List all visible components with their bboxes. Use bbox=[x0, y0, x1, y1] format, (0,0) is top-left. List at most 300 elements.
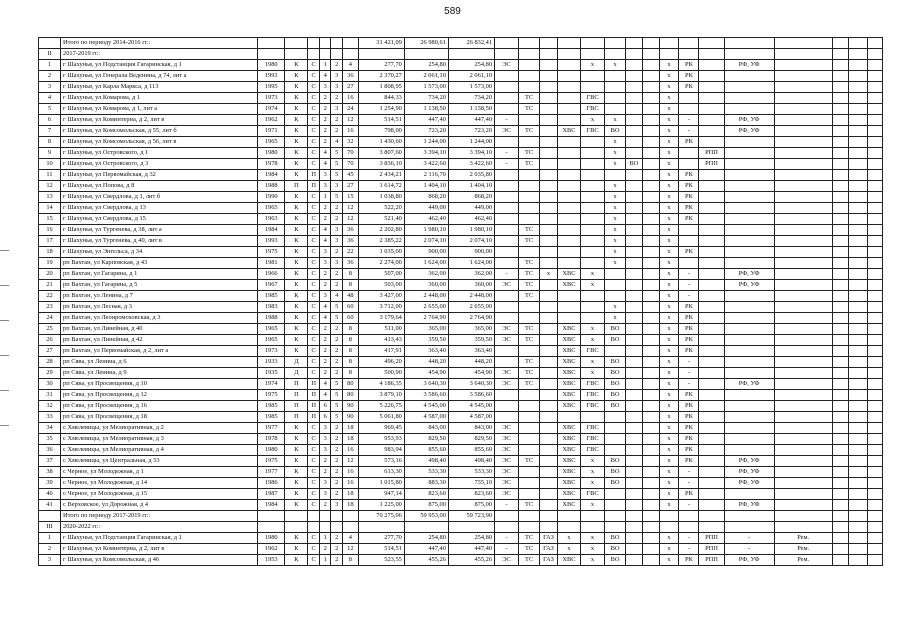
wall-material-cell: К bbox=[285, 434, 308, 445]
wall-material-cell bbox=[285, 38, 308, 49]
work-cell: - bbox=[724, 544, 774, 555]
table-row bbox=[39, 357, 883, 368]
row-number: 1 bbox=[39, 533, 61, 544]
floors-cell: 4 bbox=[319, 379, 331, 390]
total-area-cell: 3 179,64 bbox=[358, 313, 404, 324]
wall-material-cell: Д bbox=[285, 368, 308, 379]
address-cell: с Хмелевицы, ул Мелиоративная, д 4 bbox=[61, 445, 258, 456]
work-cell bbox=[519, 467, 540, 478]
total-area-cell: 522,20 bbox=[358, 203, 404, 214]
work-cell bbox=[774, 456, 832, 467]
work-cell bbox=[626, 302, 643, 313]
table-row bbox=[39, 126, 883, 137]
entrances-cell: 2 bbox=[331, 280, 343, 291]
work-cell bbox=[642, 434, 659, 445]
work-cell bbox=[832, 379, 849, 390]
apartments-cell: 12 bbox=[343, 115, 359, 126]
apartments-cell: 80 bbox=[343, 379, 359, 390]
work-cell bbox=[642, 412, 659, 423]
total-area-cell: 523,55 bbox=[358, 555, 404, 566]
work-cell: РК bbox=[679, 137, 699, 148]
work-cell: РК bbox=[679, 489, 699, 500]
work-cell bbox=[626, 192, 643, 203]
work-cell bbox=[605, 423, 626, 434]
apartments-cell: 8 bbox=[343, 280, 359, 291]
work-cell bbox=[849, 38, 868, 49]
apartments-cell: 12 bbox=[343, 203, 359, 214]
work-cell bbox=[519, 82, 540, 93]
wall-material-cell: К bbox=[285, 544, 308, 555]
work-cell bbox=[868, 368, 883, 379]
work-cell: ГВС bbox=[580, 445, 604, 456]
work-cell bbox=[626, 445, 643, 456]
work-cell bbox=[724, 236, 774, 247]
work-cell bbox=[642, 335, 659, 346]
work-cell bbox=[849, 313, 868, 324]
floors-cell: 4 bbox=[319, 148, 331, 159]
entrances-cell: 2 bbox=[331, 456, 343, 467]
work-cell bbox=[699, 225, 724, 236]
work-cell bbox=[679, 522, 699, 533]
work-cell bbox=[580, 203, 604, 214]
year-cell: 1965 bbox=[258, 203, 285, 214]
table-row bbox=[39, 401, 883, 412]
work-cell bbox=[642, 357, 659, 368]
work-cell bbox=[495, 313, 519, 324]
work-cell bbox=[832, 500, 849, 511]
work-cell bbox=[557, 522, 580, 533]
work-cell bbox=[519, 181, 540, 192]
wall-material-cell: К bbox=[285, 170, 308, 181]
work-cell: ЭС bbox=[495, 60, 519, 71]
table-row bbox=[39, 82, 883, 93]
area-a-cell: 454,90 bbox=[404, 368, 448, 379]
work-cell: ТС bbox=[519, 236, 540, 247]
work-cell bbox=[832, 445, 849, 456]
work-cell: ЭС bbox=[495, 467, 519, 478]
work-cell: ЭС bbox=[495, 368, 519, 379]
work-cell bbox=[519, 192, 540, 203]
work-cell: х bbox=[659, 390, 679, 401]
apartments-cell: 8 bbox=[343, 269, 359, 280]
work-cell: РФ, УФ bbox=[724, 500, 774, 511]
work-cell: ВО bbox=[605, 126, 626, 137]
work-cell bbox=[626, 93, 643, 104]
work-cell bbox=[868, 126, 883, 137]
work-cell: ГВС bbox=[580, 434, 604, 445]
type-cell: С bbox=[308, 137, 320, 148]
apartments-cell: 18 bbox=[343, 434, 359, 445]
work-cell: - bbox=[495, 269, 519, 280]
wall-material-cell bbox=[285, 522, 308, 533]
work-cell bbox=[832, 423, 849, 434]
address-cell: г Шахунья, ул Островского, д 1 bbox=[61, 148, 258, 159]
wall-material-cell: К bbox=[285, 115, 308, 126]
work-cell: ТС bbox=[519, 533, 540, 544]
area-a-cell: 533,30 bbox=[404, 467, 448, 478]
work-cell bbox=[849, 49, 868, 60]
work-cell bbox=[540, 324, 558, 335]
address-cell: рп Сява, ул Просвещения, д 16 bbox=[61, 401, 258, 412]
wall-material-cell: К bbox=[285, 214, 308, 225]
work-cell bbox=[774, 357, 832, 368]
entrances-cell bbox=[331, 522, 343, 533]
work-cell bbox=[832, 280, 849, 291]
work-cell bbox=[699, 346, 724, 357]
table-row bbox=[39, 390, 883, 401]
area-b-cell: 1 980,10 bbox=[448, 225, 494, 236]
apartments-cell: 8 bbox=[343, 555, 359, 566]
type-cell: П bbox=[308, 379, 320, 390]
entrances-cell: 2 bbox=[331, 346, 343, 357]
year-cell: 1984 bbox=[258, 170, 285, 181]
area-b-cell: 1 573,00 bbox=[448, 82, 494, 93]
table-row bbox=[39, 269, 883, 280]
work-cell bbox=[699, 313, 724, 324]
work-cell bbox=[849, 104, 868, 115]
work-cell bbox=[642, 478, 659, 489]
address-cell: рп Вахтан, ул Ленина, д 7 bbox=[61, 291, 258, 302]
work-cell bbox=[540, 137, 558, 148]
work-cell bbox=[540, 445, 558, 456]
work-cell bbox=[626, 60, 643, 71]
area-a-cell: 362,00 bbox=[404, 269, 448, 280]
work-cell bbox=[868, 291, 883, 302]
floors-cell: 2 bbox=[319, 456, 331, 467]
type-cell: С bbox=[308, 247, 320, 258]
work-cell: РФ, УФ bbox=[724, 126, 774, 137]
work-cell bbox=[868, 170, 883, 181]
work-cell: РФ, УФ bbox=[724, 555, 774, 566]
wall-material-cell: К bbox=[285, 159, 308, 170]
area-b-cell: 254,80 bbox=[448, 60, 494, 71]
area-b-cell: 26 832,41 bbox=[448, 38, 494, 49]
work-cell bbox=[495, 225, 519, 236]
address-cell: Итого по периоду 2014-2016 гг.: bbox=[61, 38, 258, 49]
year-cell: 1993 bbox=[258, 236, 285, 247]
wall-material-cell: К bbox=[285, 269, 308, 280]
wall-material-cell: П bbox=[285, 379, 308, 390]
work-cell bbox=[832, 192, 849, 203]
type-cell: С bbox=[308, 192, 320, 203]
work-cell bbox=[849, 137, 868, 148]
work-cell bbox=[626, 126, 643, 137]
work-cell: ХВС bbox=[557, 269, 580, 280]
address-cell: рп Вахтан, ул Лесная, д 3 bbox=[61, 302, 258, 313]
work-cell: х bbox=[659, 478, 679, 489]
work-cell bbox=[495, 71, 519, 82]
area-a-cell: 2 116,70 bbox=[404, 170, 448, 181]
work-cell bbox=[774, 280, 832, 291]
floors-cell: 2 bbox=[319, 104, 331, 115]
work-cell bbox=[724, 357, 774, 368]
work-cell bbox=[642, 214, 659, 225]
address-cell: г Шахунья, ул Свердлова, д 1, лит б bbox=[61, 192, 258, 203]
year-cell: 1980 bbox=[258, 533, 285, 544]
floors-cell: 2 bbox=[319, 368, 331, 379]
entrances-cell: 2 bbox=[331, 203, 343, 214]
work-cell bbox=[868, 533, 883, 544]
work-cell bbox=[557, 214, 580, 225]
work-cell: х bbox=[659, 192, 679, 203]
work-cell bbox=[540, 258, 558, 269]
work-cell bbox=[868, 379, 883, 390]
area-a-cell: 360,00 bbox=[404, 280, 448, 291]
work-cell bbox=[849, 126, 868, 137]
work-cell bbox=[642, 302, 659, 313]
work-cell bbox=[519, 390, 540, 401]
work-cell bbox=[626, 115, 643, 126]
work-cell bbox=[580, 159, 604, 170]
work-cell: х bbox=[659, 423, 679, 434]
work-cell bbox=[832, 489, 849, 500]
work-cell: Рем. bbox=[774, 555, 832, 566]
row-number: 30 bbox=[39, 379, 61, 390]
work-cell: - bbox=[679, 115, 699, 126]
wall-material-cell: К bbox=[285, 137, 308, 148]
work-cell bbox=[519, 38, 540, 49]
work-cell: ХВС bbox=[557, 434, 580, 445]
wall-material-cell: К bbox=[285, 148, 308, 159]
apartments-cell: 60 bbox=[343, 302, 359, 313]
work-cell bbox=[724, 159, 774, 170]
work-cell bbox=[626, 236, 643, 247]
row-number: 37 bbox=[39, 456, 61, 467]
work-cell bbox=[642, 456, 659, 467]
work-cell bbox=[605, 522, 626, 533]
work-cell bbox=[774, 236, 832, 247]
work-cell bbox=[642, 115, 659, 126]
work-cell bbox=[832, 38, 849, 49]
work-cell bbox=[868, 192, 883, 203]
entrances-cell: 5 bbox=[331, 412, 343, 423]
work-cell: - bbox=[495, 544, 519, 555]
area-b-cell: 1 624,00 bbox=[448, 258, 494, 269]
work-cell bbox=[557, 511, 580, 522]
address-cell: г Шахунья, ул Комарова, д 1 bbox=[61, 93, 258, 104]
floors-cell: 2 bbox=[319, 324, 331, 335]
total-area-cell: 1 038,80 bbox=[358, 192, 404, 203]
row-number: 38 bbox=[39, 467, 61, 478]
work-cell: ХВС bbox=[557, 456, 580, 467]
work-cell bbox=[580, 38, 604, 49]
work-cell bbox=[849, 412, 868, 423]
area-a-cell: 254,80 bbox=[404, 533, 448, 544]
area-b-cell bbox=[448, 522, 494, 533]
total-area-cell: 3 879,10 bbox=[358, 390, 404, 401]
year-cell: 1975 bbox=[258, 456, 285, 467]
area-b-cell: 3 586,60 bbox=[448, 390, 494, 401]
work-cell: ТС bbox=[519, 357, 540, 368]
year-cell: 1993 bbox=[258, 71, 285, 82]
row-number: 26 bbox=[39, 335, 61, 346]
floors-cell: 2 bbox=[319, 269, 331, 280]
total-area-cell: 1 430,60 bbox=[358, 137, 404, 148]
work-cell bbox=[699, 401, 724, 412]
work-cell bbox=[642, 522, 659, 533]
work-cell bbox=[626, 203, 643, 214]
work-cell bbox=[540, 379, 558, 390]
row-number: 24 bbox=[39, 313, 61, 324]
entrances-cell: 5 bbox=[331, 148, 343, 159]
row-number: 23 bbox=[39, 302, 61, 313]
work-cell: х bbox=[659, 148, 679, 159]
work-cell bbox=[495, 401, 519, 412]
area-a-cell bbox=[404, 522, 448, 533]
floors-cell: 1 bbox=[319, 555, 331, 566]
area-a-cell: 855,60 bbox=[404, 445, 448, 456]
table-row bbox=[39, 533, 883, 544]
work-cell: х bbox=[659, 181, 679, 192]
apartments-cell: 8 bbox=[343, 346, 359, 357]
work-cell: ТС bbox=[519, 258, 540, 269]
work-cell bbox=[849, 511, 868, 522]
work-cell bbox=[699, 302, 724, 313]
floors-cell: 2 bbox=[319, 214, 331, 225]
address-cell: г Шахунья, ул Карла Маркса, д 113 bbox=[61, 82, 258, 93]
work-cell bbox=[724, 38, 774, 49]
work-cell bbox=[699, 423, 724, 434]
work-cell bbox=[724, 49, 774, 60]
work-cell: РК bbox=[679, 302, 699, 313]
year-cell: 1935 bbox=[258, 368, 285, 379]
work-cell bbox=[774, 478, 832, 489]
floors-cell: 4 bbox=[319, 159, 331, 170]
work-cell bbox=[540, 49, 558, 60]
work-cell: х bbox=[659, 225, 679, 236]
work-cell bbox=[642, 258, 659, 269]
entrances-cell: 5 bbox=[331, 401, 343, 412]
address-cell: с Черное, ул Молодежная, д 15 bbox=[61, 489, 258, 500]
year-cell: 1984 bbox=[258, 225, 285, 236]
total-area-cell: 1 808,95 bbox=[358, 82, 404, 93]
table-row bbox=[39, 346, 883, 357]
year-cell: 1978 bbox=[258, 434, 285, 445]
type-cell: С bbox=[308, 423, 320, 434]
work-cell bbox=[626, 291, 643, 302]
work-cell bbox=[832, 203, 849, 214]
work-cell bbox=[605, 82, 626, 93]
total-area-cell bbox=[358, 49, 404, 60]
table-row bbox=[39, 313, 883, 324]
work-cell: х bbox=[659, 236, 679, 247]
work-cell bbox=[868, 423, 883, 434]
work-cell bbox=[605, 71, 626, 82]
work-cell bbox=[642, 148, 659, 159]
work-cell bbox=[642, 280, 659, 291]
work-cell bbox=[849, 555, 868, 566]
work-cell bbox=[540, 93, 558, 104]
work-cell bbox=[868, 236, 883, 247]
work-cell bbox=[699, 60, 724, 71]
table-row bbox=[39, 434, 883, 445]
area-b-cell: 4 587,00 bbox=[448, 412, 494, 423]
type-cell: С bbox=[308, 115, 320, 126]
work-cell: ВО bbox=[605, 478, 626, 489]
apartments-cell: 36 bbox=[343, 258, 359, 269]
table-row bbox=[39, 302, 883, 313]
row-number: 2 bbox=[39, 71, 61, 82]
work-cell bbox=[849, 456, 868, 467]
work-cell bbox=[557, 137, 580, 148]
work-cell bbox=[519, 313, 540, 324]
work-cell: х bbox=[580, 324, 604, 335]
floors-cell: 2 bbox=[319, 115, 331, 126]
apartments-cell: 27 bbox=[343, 181, 359, 192]
work-cell bbox=[774, 500, 832, 511]
row-number: 18 bbox=[39, 247, 61, 258]
work-cell: ХВС bbox=[557, 489, 580, 500]
work-cell: ТС bbox=[519, 104, 540, 115]
work-cell: РК bbox=[679, 346, 699, 357]
work-cell bbox=[868, 214, 883, 225]
work-cell bbox=[495, 104, 519, 115]
table-row bbox=[39, 412, 883, 423]
year-cell: 1971 bbox=[258, 126, 285, 137]
type-cell: С bbox=[308, 225, 320, 236]
floors-cell: 6 bbox=[319, 401, 331, 412]
year-cell: 1974 bbox=[258, 379, 285, 390]
work-cell: х bbox=[605, 236, 626, 247]
floors-cell: 2 bbox=[319, 137, 331, 148]
work-cell: ВО bbox=[605, 335, 626, 346]
work-cell bbox=[868, 302, 883, 313]
work-cell bbox=[832, 269, 849, 280]
work-cell bbox=[557, 38, 580, 49]
work-cell: РПП bbox=[699, 555, 724, 566]
work-cell bbox=[495, 93, 519, 104]
work-cell: Рем. bbox=[774, 533, 832, 544]
work-cell bbox=[832, 49, 849, 60]
work-cell bbox=[626, 511, 643, 522]
work-cell bbox=[519, 401, 540, 412]
work-cell: х bbox=[659, 126, 679, 137]
work-cell bbox=[832, 170, 849, 181]
total-area-cell: 798,00 bbox=[358, 126, 404, 137]
work-cell bbox=[774, 258, 832, 269]
work-cell bbox=[495, 236, 519, 247]
work-cell: х bbox=[659, 302, 679, 313]
entrances-cell: 5 bbox=[331, 313, 343, 324]
work-cell bbox=[557, 225, 580, 236]
work-cell bbox=[774, 522, 832, 533]
work-cell: х bbox=[659, 357, 679, 368]
work-cell bbox=[626, 49, 643, 60]
work-cell bbox=[605, 269, 626, 280]
work-cell bbox=[699, 335, 724, 346]
area-a-cell: 359,50 bbox=[404, 335, 448, 346]
row-number: 21 bbox=[39, 280, 61, 291]
entrances-cell: 5 bbox=[331, 302, 343, 313]
work-cell bbox=[774, 291, 832, 302]
wall-material-cell: П bbox=[285, 412, 308, 423]
work-cell bbox=[580, 412, 604, 423]
work-cell: х bbox=[580, 478, 604, 489]
work-cell bbox=[724, 71, 774, 82]
work-cell: ТС bbox=[519, 368, 540, 379]
area-a-cell: 4 545,00 bbox=[404, 401, 448, 412]
address-cell: г Шахунья, ул Коминтерна, д 2, лит в bbox=[61, 115, 258, 126]
work-cell bbox=[642, 555, 659, 566]
table-row bbox=[39, 291, 883, 302]
work-cell bbox=[495, 357, 519, 368]
floors-cell: 4 bbox=[319, 71, 331, 82]
work-cell bbox=[832, 104, 849, 115]
work-cell bbox=[642, 346, 659, 357]
work-cell bbox=[849, 71, 868, 82]
work-cell bbox=[540, 456, 558, 467]
work-cell bbox=[679, 49, 699, 60]
